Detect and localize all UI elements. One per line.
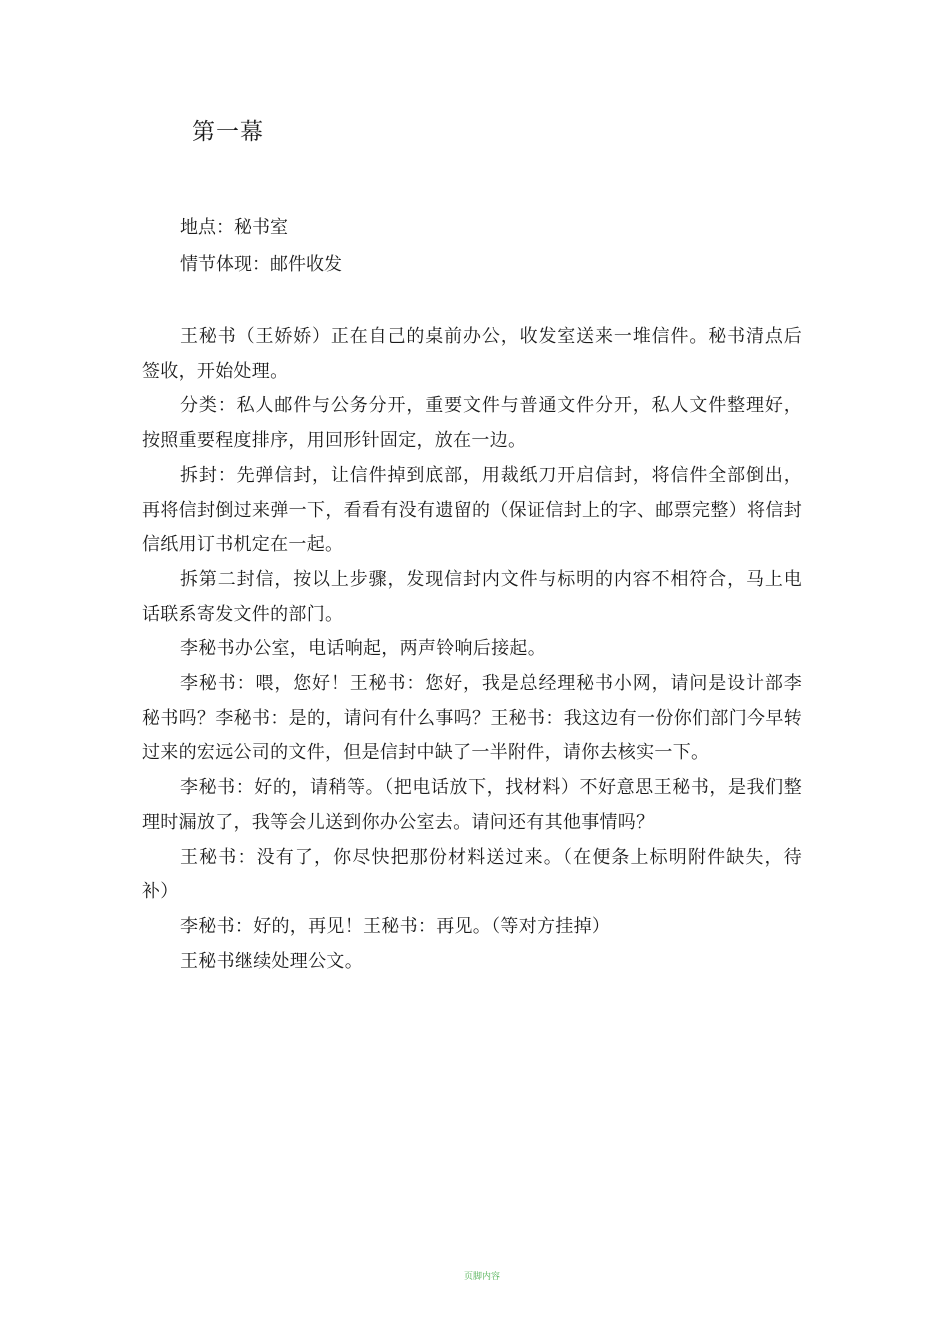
paragraph: 王秘书继续处理公文。 [180, 950, 363, 972]
scene-location [142, 209, 812, 247]
paragraph: 李秘书办公室，电话响起，两声铃响后接起。 [180, 638, 546, 660]
paragraph: 分类：私人邮件与公务分开，重要文件与普通文件分开，私人文件整理好，按照重要程度排序，用回形针固定，放在一边。 [142, 395, 802, 452]
page-footer: 页脚内容 [464, 1272, 501, 1282]
scene-plot [142, 246, 812, 284]
paragraph: 拆封：先弹信封，让信件掉到底部，用裁纸刀开启信封，将信件全部倒出，再将信封倒过来弹一下，看看有没有遗留的（保证信封上的字、邮票完整）将信封信纸用订书机定在一起。 [142, 464, 802, 556]
paragraph: 李秘书：好的，再见！王秘书：再见。（等对方挂掉） [180, 915, 611, 937]
scene-location-text: 地点：秘书室 [180, 217, 288, 238]
page-title: 第一幕 [192, 119, 264, 145]
script-body [142, 320, 802, 979]
paragraph: 王秘书（王娇娇）正在自己的桌前办公，收发室送来一堆信件。秘书清点后签收，开始处理。 [142, 326, 802, 382]
paragraph: 李秘书：喂，您好！王秘书：您好，我是总经理秘书小网，请问是设计部李秘书吗？李秘书：是的，请问有什么事吗？王秘书：我这边有一份你们部门今早转过来的宏远公司的文件，但是信封中缺了一半附件，请你去核实一下。 [142, 673, 802, 764]
paragraph: 王秘书：没有了，你尽快把那份材料送过来。（在便条上标明附件缺失，待补） [142, 846, 802, 903]
paragraph: 拆第二封信，按以上步骤，发现信封内文件与标明的内容不相符合，马上电话联系寄发文件的部门。 [142, 568, 802, 625]
paragraph: 李秘书：好的，请稍等。（把电话放下，找材料）不好意思王秘书，是我们整理时漏放了，我等会儿送到你办公室去。请问还有其他事情吗？ [142, 777, 802, 833]
scene-plot-text: 情节体现：邮件收发 [180, 254, 342, 275]
